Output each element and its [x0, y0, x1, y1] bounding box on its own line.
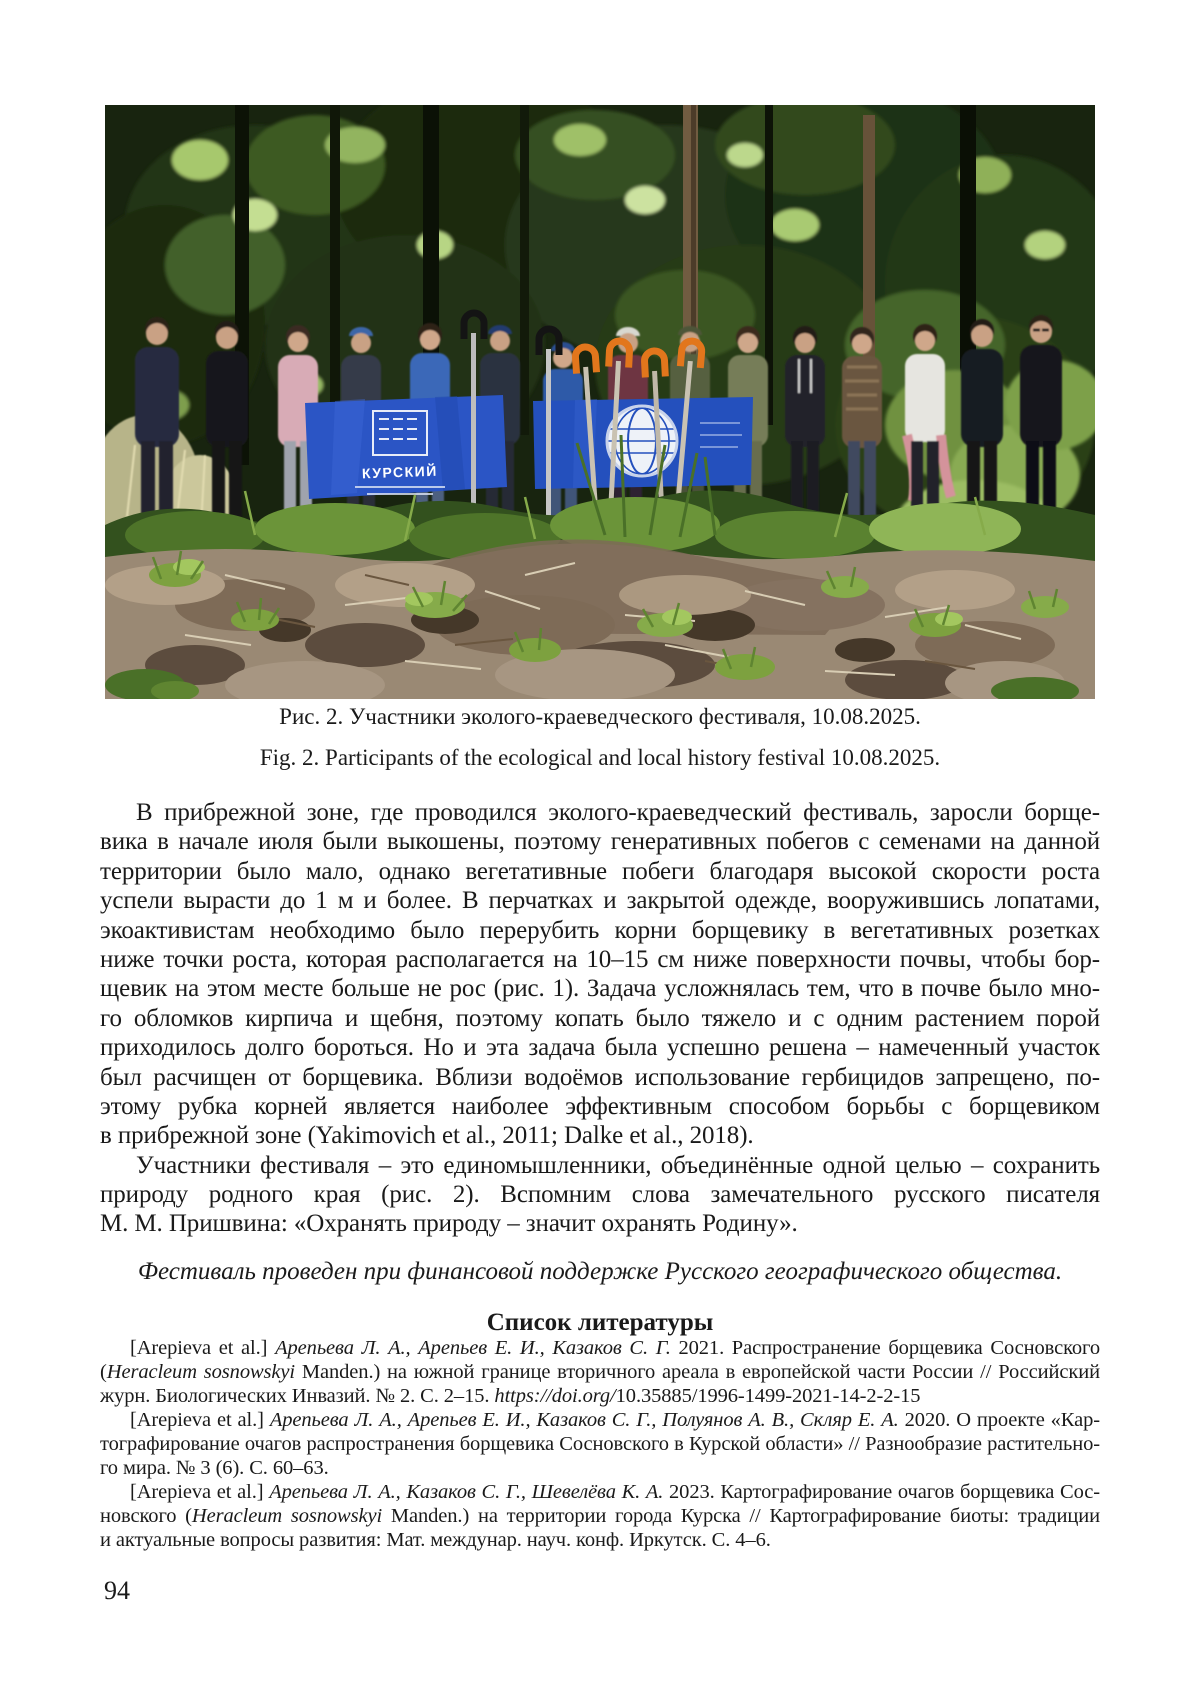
text-segment: [Arepieva et al.] — [130, 1337, 276, 1359]
text-line — [100, 1528, 1100, 1552]
text-line — [100, 1121, 1100, 1150]
text-line — [100, 1360, 1100, 1384]
text-segment: [Arepieva et al.] — [130, 1481, 270, 1503]
text-segment: экоактивистам необходимо было перерубить корни борщевику в вегетативных розетках — [100, 916, 1100, 944]
text-segment: Manden.) на территории города Курска // Картографирование биоты: традиции — [382, 1505, 1100, 1527]
text-segment: М. М. Пришвина: «Охранять природу – значит охранять Родину». — [100, 1210, 798, 1238]
text-segment: 2021. Распространение борщевика Сосновского — [670, 1337, 1100, 1359]
reference-entry — [100, 1336, 1100, 1408]
text-segment: вика в начале июля были выкошены, поэтому генеративных побегов с семенами на данной — [100, 828, 1100, 856]
soil-foreground — [105, 539, 1095, 699]
acknowledgment: Фестиваль проведен при финансовой поддержке Русского географического общества. — [137, 1258, 1063, 1285]
text-segment: ниже точки роста, которая располагается на 10–15 см ниже поверхности почвы, чтобы бор- — [100, 945, 1100, 973]
text-segment: 2020. О проекте «Кар- — [898, 1409, 1100, 1431]
text-segment: Heracleum sosnowskyi — [106, 1361, 296, 1383]
text-segment: го мира. № 3 (6). С. 60–63. — [100, 1457, 329, 1479]
text-segment: Manden.) на южной границе вторичного ареала в европейской части России // Российский — [295, 1361, 1100, 1383]
text-line — [100, 1092, 1100, 1121]
text-segment: и актуальные вопросы развития: Мат. междунар. науч. конф. Иркутск. С. 4–6. — [100, 1529, 771, 1551]
text-line — [100, 1033, 1100, 1062]
figure-caption-en: Fig. 2. Participants of the ecological and local history festival 10.08.2025. — [259, 745, 941, 770]
text-segment: новского ( — [100, 1505, 192, 1527]
text-line — [100, 1504, 1100, 1528]
text-line — [100, 1432, 1100, 1456]
text-segment: Heracleum sosnowskyi — [191, 1505, 383, 1527]
page-number: 94 — [104, 1576, 130, 1605]
text-line — [100, 1151, 1100, 1180]
festival-photo-illustration — [105, 105, 1095, 699]
text-line — [100, 1004, 1100, 1033]
text-line — [100, 1336, 1100, 1360]
text-line — [100, 1180, 1100, 1209]
paragraph — [100, 1151, 1100, 1239]
banner-left — [305, 395, 507, 499]
text-segment: щевик на этом месте больше не рос (рис. 1). Задача усложнялась тем, что в почве было мно- — [100, 975, 1100, 1003]
text-segment: территории было мало, однако вегетативные побеги благодаря высокой скорости роста — [100, 857, 1100, 885]
paragraph — [100, 798, 1100, 1151]
text-line — [100, 1480, 1100, 1504]
text-segment: Арепьева Л. А., Казаков С. Г., Шевелёва К. А. — [269, 1481, 664, 1503]
text-segment: 10.35885/1996-1499-2021-14-2-2-15 — [615, 1385, 921, 1407]
text-line — [100, 886, 1100, 915]
banner-center — [533, 397, 753, 489]
text-line — [100, 1384, 1100, 1408]
text-line — [100, 945, 1100, 974]
text-segment: этому рубка корней является наиболее эффективным способом борьбы с борщевиком — [100, 1092, 1100, 1120]
text-line — [100, 1063, 1100, 1092]
text-segment: природу родного края (рис. 2). Вспомним слова замечательного русского писателя — [100, 1181, 1100, 1209]
text-segment: ( — [100, 1361, 107, 1383]
text-segment: Арепьева Л. А., Арепьев Е. И., Казаков С. Г., Полуянов А. В., Скляр Е. А. — [269, 1409, 899, 1431]
text-line — [100, 857, 1100, 886]
banner-left-text: КУРСКИЙ — [361, 462, 439, 482]
text-line — [100, 1209, 1100, 1238]
body-text — [100, 798, 1100, 1239]
text-line — [100, 916, 1100, 945]
text-segment: в прибрежной зоне (Yakimovich et al., 2011; Dalke et al., 2018). — [100, 1122, 754, 1150]
text-line — [100, 1456, 1100, 1480]
text-segment: Участники фестиваля – это единомышленники, объединённые одной целью – сохранить — [136, 1151, 1100, 1179]
references-list — [100, 1336, 1100, 1552]
text-segment: 2023. Картографирование очагов борщевика Сос- — [663, 1481, 1100, 1503]
text-segment: В прибрежной зоне, где проводился эколого-краеведческий фестиваль, заросли борще- — [136, 799, 1100, 826]
text-segment: тографирование очагов распространения борщевика Сосновского в Курской области» // Разнообразие растительно- — [100, 1433, 1100, 1455]
text-segment: был расчищен от борщевика. Вблизи водоёмов использование гербицидов запрещено, по- — [100, 1063, 1100, 1091]
text-segment: [Arepieva et al.] — [130, 1409, 270, 1431]
figure-photo — [105, 105, 1095, 699]
text-segment: https://doi.org/ — [494, 1385, 616, 1407]
text-segment: приходилось долго бороться. Но и эта задача была успешно решена – намеченный участок — [100, 1034, 1100, 1062]
text-segment: го обломков кирпича и щебня, поэтому копать было тяжело и с одним растением порой — [100, 1004, 1100, 1032]
text-line — [100, 974, 1100, 1003]
text-segment: Арепьева Л. А., Арепьев Е. И., Казаков С. Г. — [275, 1337, 671, 1359]
figure-caption-ru: Рис. 2. Участники эколого-краеведческого фестиваля, 10.08.2025. — [279, 704, 921, 729]
reference-entry — [100, 1480, 1100, 1552]
text-line — [100, 827, 1100, 856]
references-heading: Список литературы — [486, 1309, 714, 1336]
text-segment: журн. Биологических Инвазий. № 2. С. 2–15. — [100, 1385, 495, 1407]
text-segment: успели вырасти до 1 м и более. В перчатках и закрытой одежде, вооружившись лопатами, — [100, 887, 1100, 915]
text-line — [100, 798, 1100, 827]
text-line — [100, 1408, 1100, 1432]
reference-entry — [100, 1408, 1100, 1480]
